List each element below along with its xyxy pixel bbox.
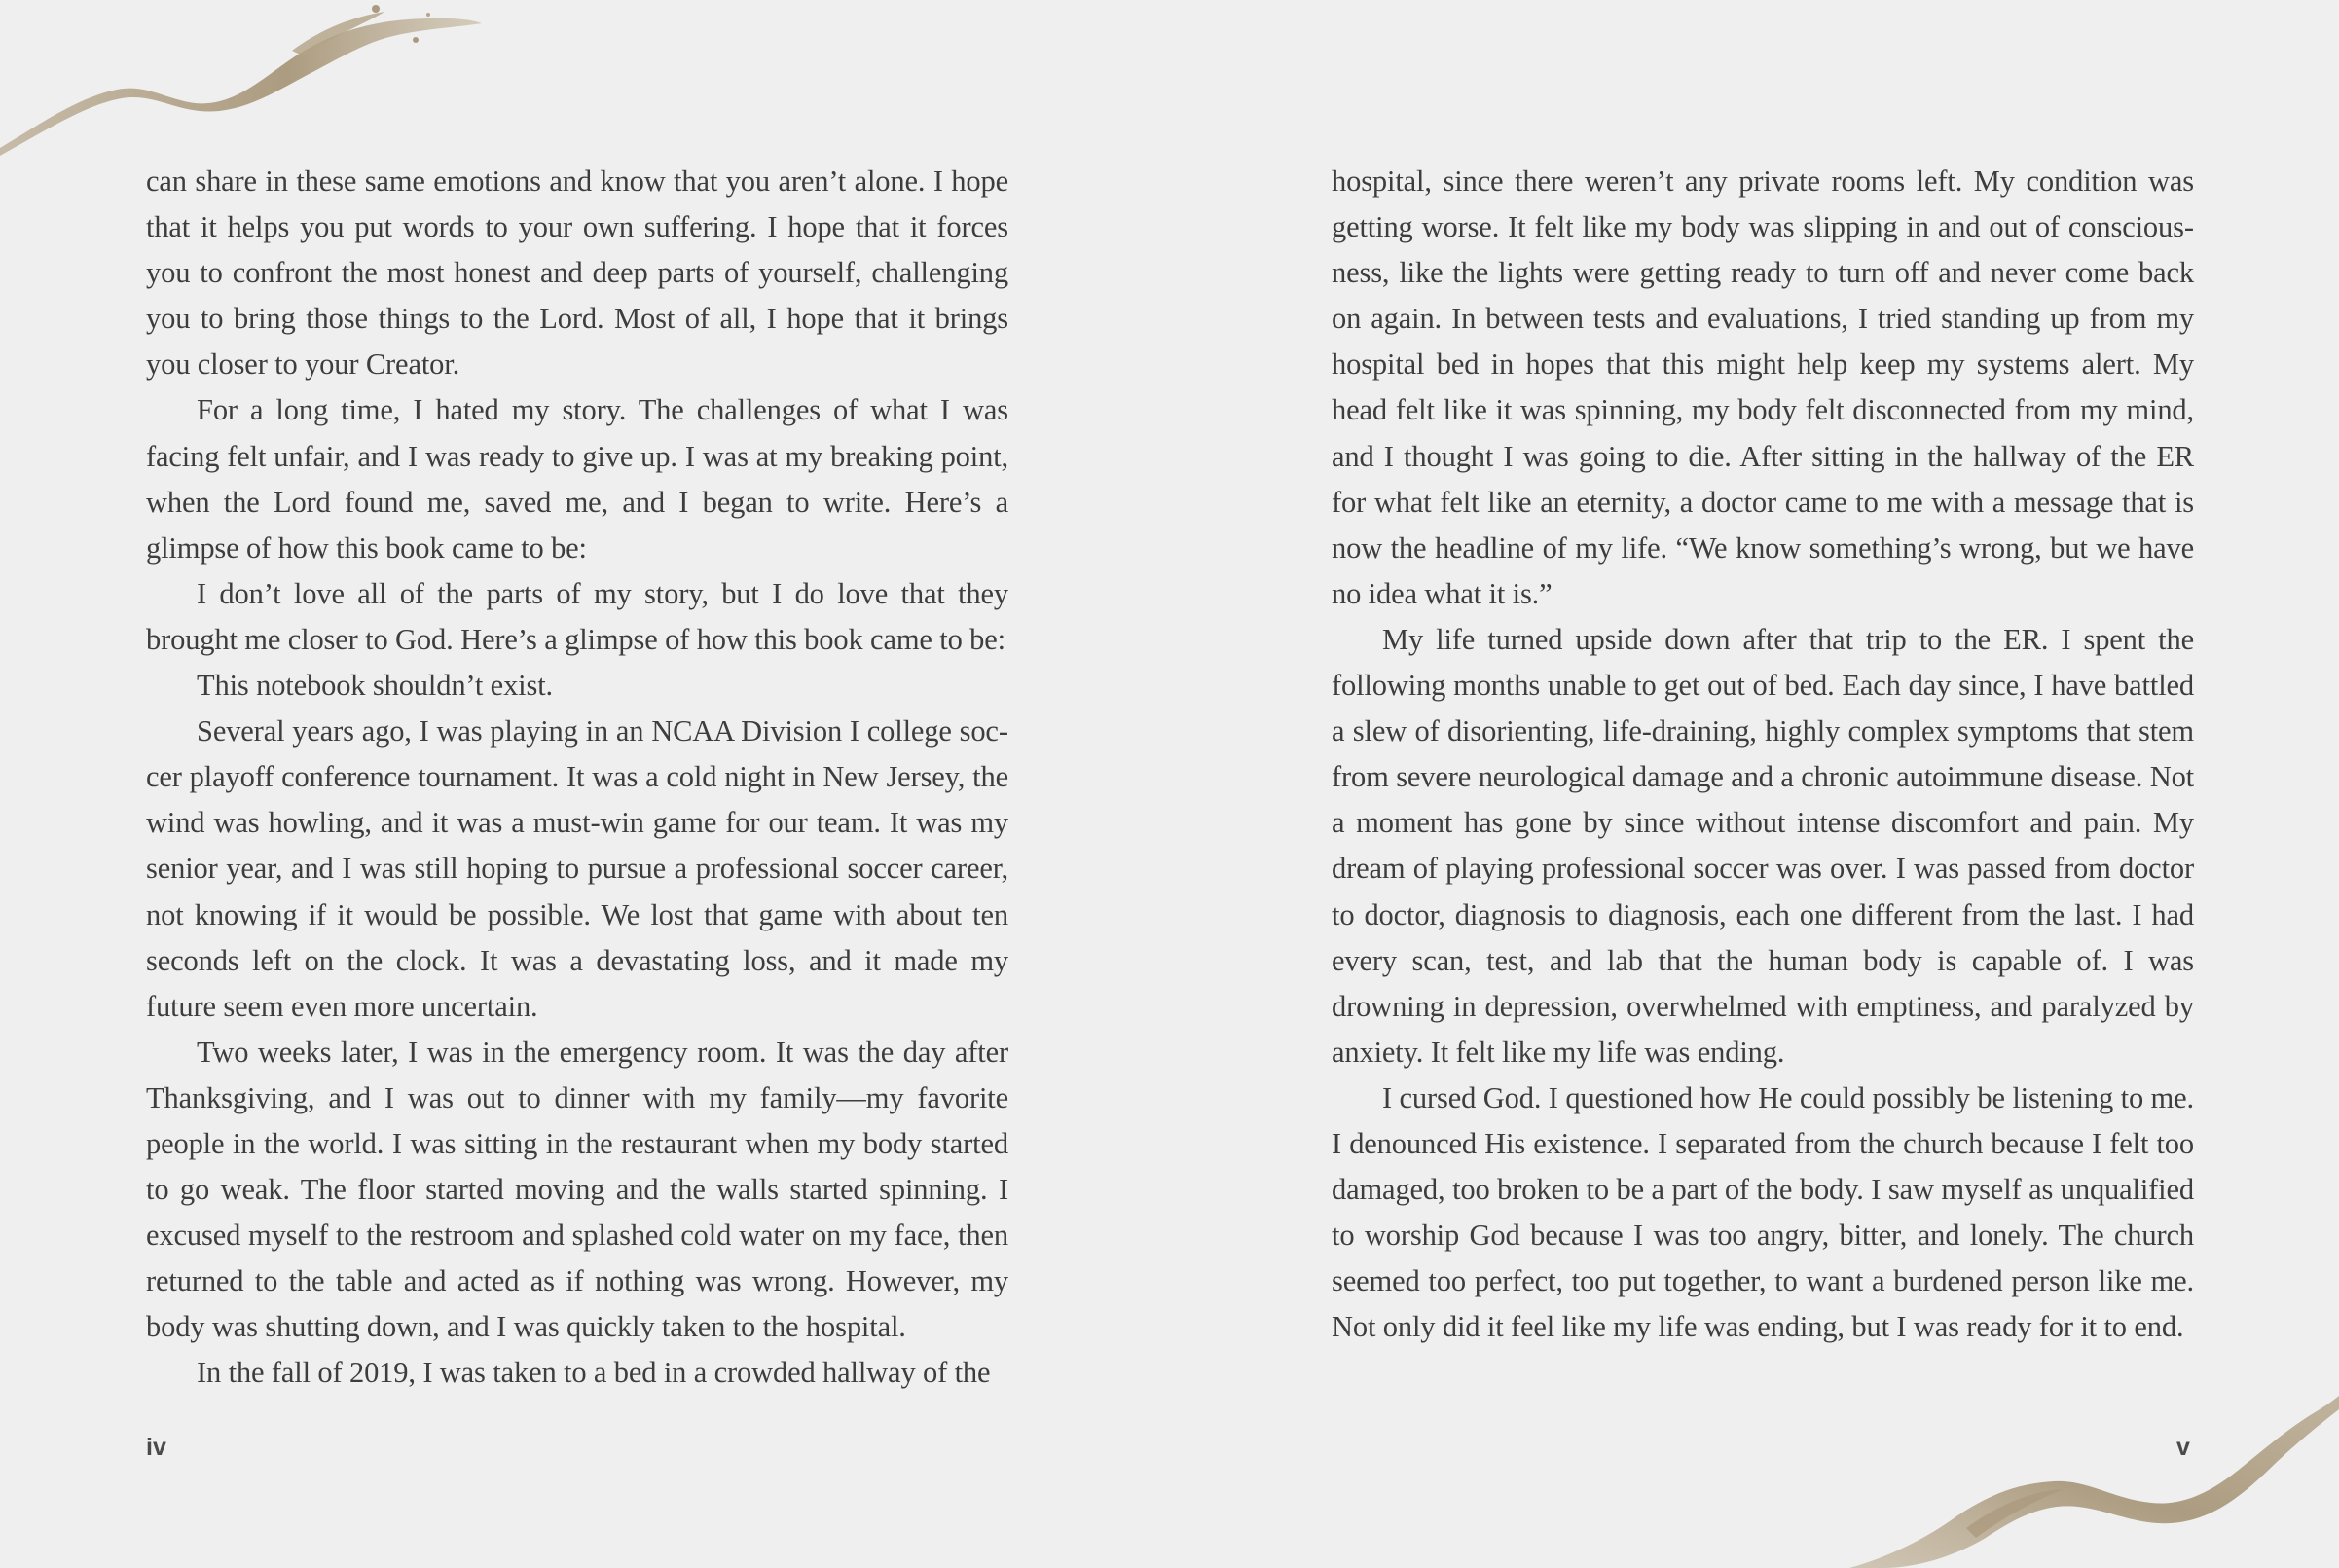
paragraph: I don’t love all of the parts of my story, but I do love that they brought me closer to God. Here’s a glimpse of how this book came to be: xyxy=(146,576,1008,656)
paragraph: can share in these same emotions and know that you aren’t alone. I hope that it helps you put words to your own suffering. I hope that it forces you to confront the most honest and deep parts of yourself, challenging you to bring those things to the Lord. Most of all, I hope that it brings you closer to your Creator. xyxy=(146,164,1008,382)
page-number-left: iv xyxy=(146,1434,166,1461)
paragraph: I cursed God. I questioned how He could possibly be listening to me. I denounced His existence. I separated from the church because I felt too damaged, too broken to be a part of the body. I saw myself as unqualified to worship God because I was too angry, bitter, and lonely. The church seemed too perfect, too put together, to want a burdened person like me. Not only did it feel like my life was ending, but I was ready for it to end. xyxy=(1332,1080,2194,1344)
paragraph: hospital, since there weren’t any private rooms left. My condition was getting worse. It felt like my body was slipping in and out of consciousness, like the lights were getting ready to turn off and never come back on again. In between tests and evaluations, I tried standing up from my hospital bed in hopes that this might help keep my systems alert. My head felt like it was spinning, my body felt disconnected from my mind, and I thought I was going to die. After sitting in the hallway of the ER for what felt like an eternity, a doctor came to me with a message that is now the headline of my life. “We know something’s wrong, but we have no idea what it is.” xyxy=(1332,164,2194,610)
gold-brush-stroke-top-left xyxy=(0,0,506,165)
paragraph: For a long time, I hated my story. The challenges of what I was facing felt unfair, and I was ready to give up. I was at my breaking point, when the Lord found me, saved me, and I began to write. Here’s a glimpse of how this book came to be: xyxy=(146,393,1008,565)
paragraph: Two weeks later, I was in the emergency room. It was the day after Thanksgiving, and I was out to dinner with my family—my favorite people in the world. I was sitting in the restaurant when my body started to go weak. The floor started moving and the walls started spinning. I excused myself to the restroom and splashed cold water on my face, then returned to the table and acted as if nothing was wrong. However, my body was shutting down, and I was quickly taken to the hospital. xyxy=(146,1035,1008,1344)
page-number-right: v xyxy=(2176,1434,2190,1461)
paragraph: This notebook shouldn’t exist. xyxy=(197,669,554,703)
paragraph: My life turned upside down after that trip to the ER. I spent the following months unable to get out of bed. Each day since, I have battled a slew of disorienting, life-draining, highly complex symptoms that stem from severe neurological damage and a chronic autoimmune disease. Not a moment has gone by since without intense discomfort and pain. My dream of playing professional soccer was over. I was passed from doctor to doctor, diagnosis to diagnosis, each one different from the last. I had every scan, test, and lab that the human body is capable of. I was drowning in depression, overwhelmed with emptiness, and paralyzed by anxiety. It felt like my life was ending. xyxy=(1332,622,2194,1069)
left-page-body xyxy=(146,159,1008,1397)
right-page-body xyxy=(1332,159,2194,1350)
gold-brush-stroke-bottom-right xyxy=(1830,1382,2339,1568)
paragraph: Several years ago, I was playing in an NCAA Division I college soccer playoff conference tournament. It was a cold night in New Jersey, the wind was howling, and it was a must-win game for our team. It was my senior year, and I was still hoping to pursue a professional soccer career, not knowing if it would be possible. We lost that game with about ten seconds left on the clock. It was a devastating loss, and it made my future seem even more uncertain. xyxy=(146,714,1008,1023)
paragraph: In the fall of 2019, I was taken to a bed in a crowded hallway of the xyxy=(197,1356,991,1390)
